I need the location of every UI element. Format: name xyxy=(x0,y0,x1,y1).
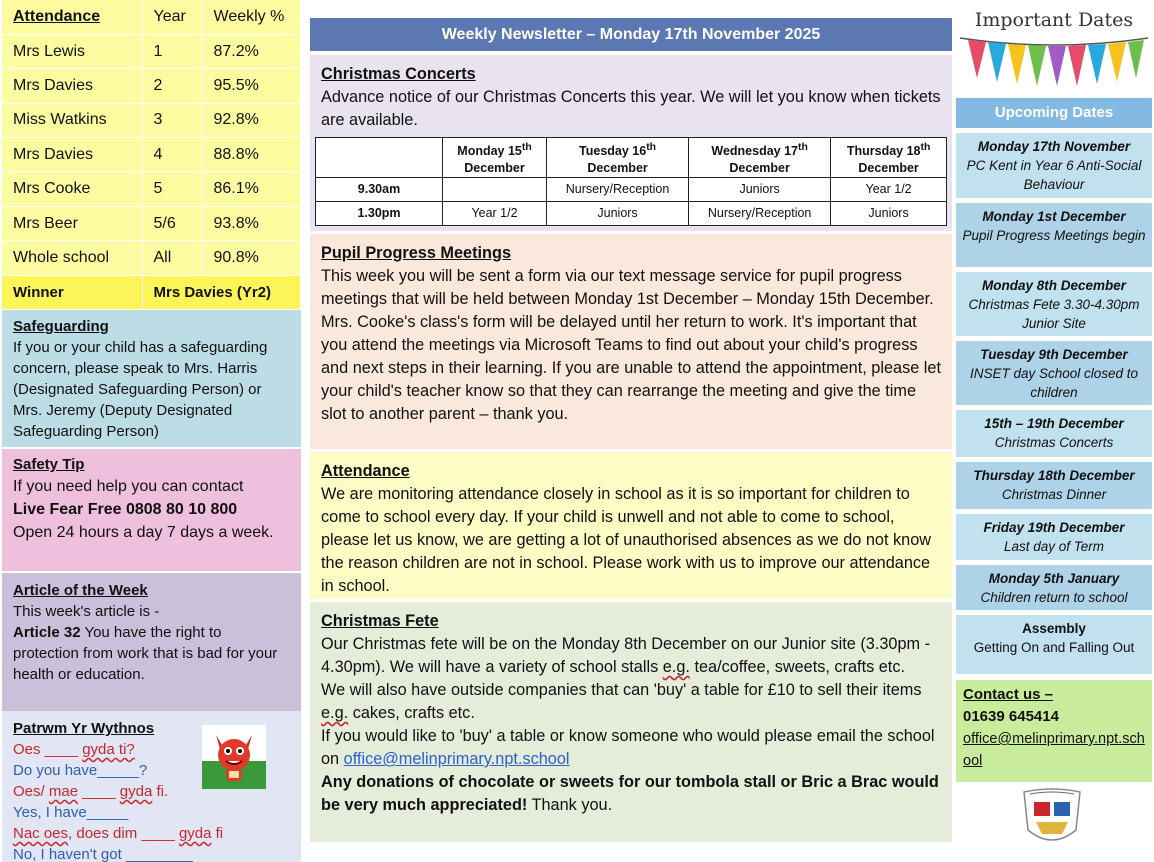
percent-cell: 93.8% xyxy=(202,206,301,240)
day-suffix: th xyxy=(521,142,532,153)
contact-email-link[interactable]: office@melinprimary.npt.school xyxy=(963,731,1145,769)
welsh-text: Oes ____ xyxy=(13,741,83,758)
fete-section xyxy=(310,602,952,842)
empty-cell xyxy=(316,138,443,178)
event-item xyxy=(956,272,1152,339)
teacher-cell: Mrs Cooke xyxy=(2,172,142,206)
fete-text: tea/coffee, sweets, crafts etc. xyxy=(689,658,905,676)
welsh-dragon-icon xyxy=(202,725,266,789)
concerts-text: Advance notice of our Christmas Concerts this year. We will let you know when tickets are available. xyxy=(321,88,941,129)
day-suffix: th xyxy=(646,142,657,153)
fete-para xyxy=(321,679,941,725)
day-header xyxy=(443,138,547,178)
welsh-text: Oes/ xyxy=(13,783,49,800)
year-cell: All xyxy=(142,241,202,275)
fete-text: e.g. xyxy=(321,704,349,722)
month-label: December xyxy=(858,161,919,176)
english-line: No, I haven't got ________ xyxy=(13,846,193,862)
fete-text: Thank you. xyxy=(527,796,613,814)
year-header: Year xyxy=(142,0,202,34)
table-row xyxy=(2,241,301,275)
welsh-line xyxy=(13,823,290,844)
safety-tip-panel xyxy=(2,449,301,571)
bunting-icon xyxy=(956,34,1152,92)
fete-email-link[interactable]: office@melinprimary.npt.school xyxy=(343,750,570,768)
month-label: December xyxy=(464,161,525,176)
year-cell: 2 xyxy=(142,69,202,103)
event-desc: Christmas Fete 3.30-4.30pm Junior Site xyxy=(968,297,1140,331)
event-item xyxy=(956,462,1152,512)
english-line: Do you have_____? xyxy=(13,762,148,779)
percent-cell: 87.2% xyxy=(202,34,301,68)
attendance-header-row xyxy=(2,0,301,34)
day-suffix: th xyxy=(920,142,931,153)
newsletter-banner: Weekly Newsletter – Monday 17th November 2025 xyxy=(310,18,952,51)
welsh-text: Nac oes xyxy=(13,825,69,842)
contact-phone: 01639 645414 xyxy=(963,708,1059,725)
safety-tip-line3: Open 24 hours a day 7 days a week. xyxy=(13,524,274,541)
time-cell: 9.30am xyxy=(316,178,443,202)
event-date: 15th – 19th December xyxy=(984,416,1124,431)
attendance-table xyxy=(2,0,301,310)
attendance-notice-text: We are monitoring attendance closely in school as it is so important for children to come to school every day. If your child is unwell and not able to come to school, please let us know, we are getting a lot of unauthorised absences as we do not know the reason children are not in school. Please work with us to improve our attendance in school. xyxy=(321,485,932,595)
teacher-cell: Mrs Lewis xyxy=(2,34,142,68)
safety-tip-helpline: Live Fear Free 0808 80 10 800 xyxy=(13,501,238,518)
class-cell: Juniors xyxy=(689,178,831,202)
welsh-text: fi xyxy=(211,825,224,842)
event-date: Monday 17th November xyxy=(977,139,1131,154)
day-label: Monday 15 xyxy=(457,144,522,159)
percent-cell: 88.8% xyxy=(202,138,301,172)
welsh-text: gyda xyxy=(178,825,212,842)
day-suffix: th xyxy=(798,142,808,153)
event-item xyxy=(956,341,1152,408)
event-item xyxy=(956,133,1152,201)
class-cell: Nursery/Reception xyxy=(689,202,831,226)
day-header xyxy=(831,138,947,178)
attendance-section xyxy=(310,452,952,599)
event-desc: Children return to school xyxy=(980,590,1128,605)
event-date: Tuesday 9th December xyxy=(980,347,1128,362)
important-dates-title: Important Dates xyxy=(974,9,1134,31)
article-number: Article 32 xyxy=(13,624,81,641)
progress-meetings-section xyxy=(310,234,952,449)
table-row xyxy=(2,103,301,137)
percent-cell: 95.5% xyxy=(202,69,301,103)
upcoming-dates-header: Upcoming Dates xyxy=(956,98,1152,128)
event-desc: Pupil Progress Meetings begin xyxy=(962,228,1146,243)
event-date: Thursday 18th December xyxy=(973,468,1135,483)
important-dates-graphic xyxy=(956,0,1152,95)
article-intro: This week's article is - xyxy=(13,603,160,620)
article-text xyxy=(13,622,290,685)
fete-text: Our Christmas fete will be on the Monday 8th December on our Junior site (3.30pm - 4.30pm). We will have a variety of school stalls xyxy=(321,635,931,676)
school-crest-icon xyxy=(1016,786,1088,850)
class-cell: Juniors xyxy=(547,202,689,226)
day-header xyxy=(689,138,831,178)
fete-para xyxy=(321,633,941,679)
event-item xyxy=(956,615,1152,677)
event-item xyxy=(956,514,1152,563)
concerts-section xyxy=(310,55,952,231)
fete-para xyxy=(321,771,941,817)
fete-text: We will also have outside companies that can 'buy' a table for £10 to sell their items xyxy=(321,681,922,699)
concerts-title: Christmas Concerts xyxy=(321,65,476,83)
event-desc: Getting On and Falling Out xyxy=(973,640,1135,655)
event-date: Assembly xyxy=(1022,621,1086,636)
percent-cell: 86.1% xyxy=(202,172,301,206)
safeguarding-panel xyxy=(2,310,301,447)
day-label: Wednesday 17 xyxy=(711,144,799,159)
day-label: Tuesday 16 xyxy=(579,144,647,159)
class-cell xyxy=(443,178,547,202)
time-cell: 1.30pm xyxy=(316,202,443,226)
teacher-cell: Miss Watkins xyxy=(2,103,142,137)
article-panel xyxy=(2,573,301,711)
teacher-cell: Mrs Davies xyxy=(2,69,142,103)
article-body: You have the right to protection from work that is bad for your health or education. xyxy=(13,624,278,683)
ppm-text: This week you will be sent a form via our text message service for pupil progress meetings that will be held between Monday 1st December – Monday 15th December. Mrs. Cooke's class's form will be delayed until her return to work. It's important that you attend the meetings via Microsoft Teams to find out about your child's progress and next steps in their learning. If you are unable to attend the appointment, please let your child's teacher know so that they can rearrange the meeting and give the time slot to another parent – thank you. xyxy=(321,267,942,423)
article-title: Article of the Week xyxy=(13,582,148,599)
class-cell: Juniors xyxy=(831,202,947,226)
fete-donations: Any donations of chocolate or sweets for our tombola stall or Bric a Brac would be very much appreciated! xyxy=(321,773,939,814)
contact-panel xyxy=(956,680,1152,782)
concerts-table xyxy=(315,137,947,226)
welsh-text: gyda ti? xyxy=(82,741,135,758)
winner-value: Mrs Davies (Yr2) xyxy=(142,275,301,309)
event-date: Monday 1st December xyxy=(982,209,1126,224)
event-desc: Last day of Term xyxy=(1003,539,1105,554)
table-row xyxy=(2,172,301,206)
welsh-text: ____ xyxy=(78,783,120,800)
event-date: Friday 19th December xyxy=(983,520,1125,535)
welsh-text: , does dim ____ xyxy=(68,825,179,842)
teacher-cell: Mrs Beer xyxy=(2,206,142,240)
day-label: Thursday 18 xyxy=(846,144,921,159)
fete-title: Christmas Fete xyxy=(321,612,439,630)
fete-text: If you would like to 'buy' a table or know someone who would please email the school on xyxy=(321,727,935,768)
event-item xyxy=(956,565,1152,613)
month-label: December xyxy=(587,161,648,176)
event-date: Monday 5th January xyxy=(988,571,1120,586)
table-row xyxy=(316,178,947,202)
year-cell: 4 xyxy=(142,138,202,172)
ppm-title: Pupil Progress Meetings xyxy=(321,244,511,262)
year-cell: 5/6 xyxy=(142,206,202,240)
year-cell: 5 xyxy=(142,172,202,206)
welsh-text: gyda xyxy=(119,783,153,800)
winner-row xyxy=(2,275,301,309)
concerts-header-row xyxy=(316,138,947,178)
safety-tip-line1: If you need help you can contact xyxy=(13,478,244,495)
safeguarding-text: If you or your child has a safeguarding concern, please speak to Mrs. Harris (Designated Safeguarding Person) or Mrs. Jeremy (Deputy Designated Safeguarding Person) xyxy=(13,339,268,440)
class-cell: Nursery/Reception xyxy=(547,178,689,202)
event-item xyxy=(956,410,1152,460)
class-cell: Year 1/2 xyxy=(443,202,547,226)
year-cell: 1 xyxy=(142,34,202,68)
english-line: Yes, I have_____ xyxy=(13,804,129,821)
event-desc: Christmas Dinner xyxy=(1001,487,1107,502)
event-item xyxy=(956,203,1152,270)
weekly-header: Weekly % xyxy=(202,0,301,34)
teacher-cell: Mrs Davies xyxy=(2,138,142,172)
fete-text: cakes, crafts etc. xyxy=(348,704,475,722)
table-row xyxy=(2,34,301,68)
contact-title: Contact us – xyxy=(963,686,1054,703)
table-row xyxy=(2,138,301,172)
fete-para xyxy=(321,725,941,771)
percent-cell: 90.8% xyxy=(202,241,301,275)
table-row xyxy=(2,69,301,103)
event-desc: PC Kent in Year 6 Anti-Social Behaviour xyxy=(966,158,1142,192)
welsh-pattern-panel xyxy=(2,711,301,862)
welsh-title: Patrwm Yr Wythnos xyxy=(13,720,155,737)
attendance-notice-title: Attendance xyxy=(321,462,410,480)
fete-text: e.g. xyxy=(662,658,690,676)
attendance-header: Attendance xyxy=(2,0,142,34)
day-header xyxy=(547,138,689,178)
event-desc: Christmas Concerts xyxy=(994,435,1114,450)
percent-cell: 92.8% xyxy=(202,103,301,137)
class-cell: Year 1/2 xyxy=(831,178,947,202)
year-cell: 3 xyxy=(142,103,202,137)
event-desc: INSET day School closed to children xyxy=(969,366,1139,400)
teacher-cell: Whole school xyxy=(2,241,142,275)
safeguarding-title: Safeguarding xyxy=(13,318,109,335)
welsh-text: mae xyxy=(48,783,79,800)
event-date: Monday 8th December xyxy=(981,278,1127,293)
welsh-text: fi. xyxy=(152,783,169,800)
table-row xyxy=(316,202,947,226)
month-label: December xyxy=(729,161,790,176)
safety-tip-title: Safety Tip xyxy=(13,456,85,473)
winner-label: Winner xyxy=(2,275,142,309)
table-row xyxy=(2,206,301,240)
